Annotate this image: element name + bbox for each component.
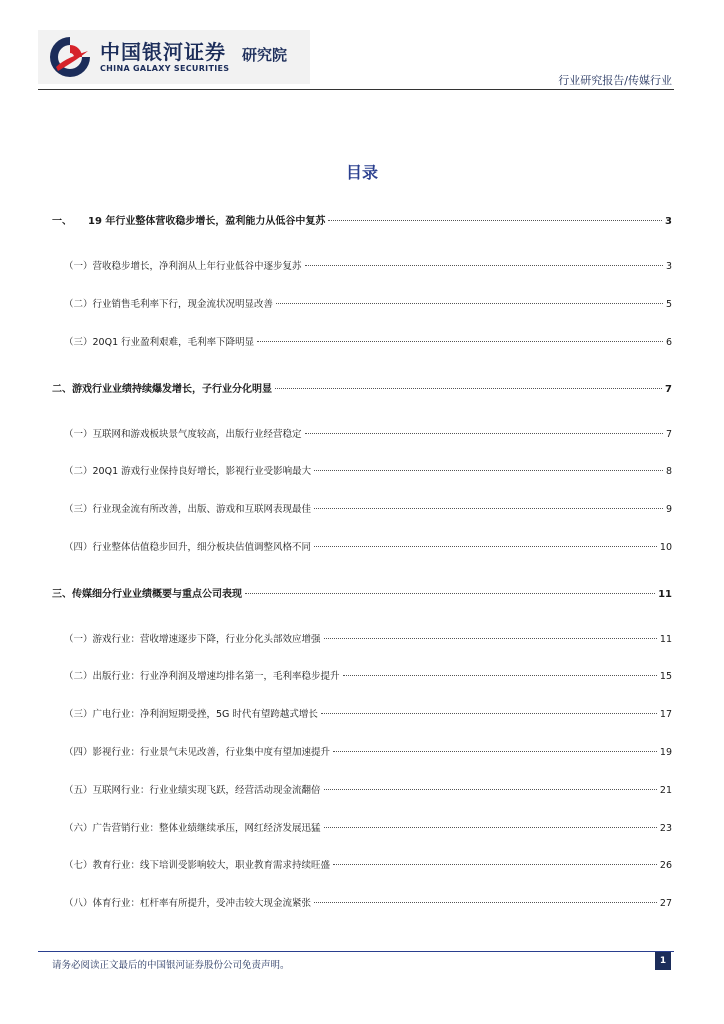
toc-subsection[interactable] (64, 463, 672, 477)
toc-subsection[interactable] (64, 296, 672, 310)
toc-entry-text: （四）影视行业：行业景气未见改善，行业集中度有望加速提升 (64, 747, 331, 758)
logo-chinese-name: 中国银河证券 (100, 40, 226, 64)
leader-dots (275, 388, 662, 389)
toc-entry-text: （二）出版行业：行业净利润及增速均排名第一，毛利率稳步提升 (64, 671, 340, 682)
leader-dots (314, 470, 663, 471)
toc-subsection[interactable] (64, 668, 672, 682)
toc-subsection[interactable] (64, 820, 672, 834)
toc-page-number: 3 (665, 216, 672, 227)
toc-page-number: 26 (659, 860, 672, 871)
toc-entry-text: （一）营收稳步增长，净利润从上年行业低谷中逐步复苏 (64, 261, 302, 272)
toc-page-number: 19 (659, 747, 672, 758)
leader-dots (314, 508, 663, 509)
toc-page-number: 9 (665, 504, 672, 515)
toc-subsection[interactable] (64, 744, 672, 758)
toc-section-number: 一、 (52, 216, 72, 227)
toc-entry-text: （六）广告营销行业：整体业绩继续承压，网红经济发展迅猛 (64, 823, 321, 834)
toc-page-number: 11 (659, 634, 672, 645)
toc-entry-text: 三、传媒细分行业业绩概要与重点公司表现 (52, 589, 242, 600)
toc-entry-text: 19 年行业整体营收稳步增长，盈利能力从低谷中复苏 (88, 216, 326, 227)
page-number-badge: 1 (655, 952, 671, 970)
toc-page-number: 7 (665, 384, 672, 395)
toc-subsection[interactable] (64, 782, 672, 796)
toc-page-number: 3 (665, 261, 672, 272)
toc-entry-text: （二）行业销售毛利率下行，现金流状况明显改善 (64, 299, 274, 310)
toc-page-number: 10 (659, 542, 672, 553)
logo-english-name: CHINA GALAXY SECURITIES (100, 64, 230, 73)
toc-page-number: 21 (659, 785, 672, 796)
toc-page-number: 5 (665, 299, 672, 310)
toc-page-number: 6 (665, 337, 672, 348)
leader-dots (321, 713, 657, 714)
leader-dots (305, 433, 663, 434)
leader-dots (276, 303, 663, 304)
company-logo (38, 30, 310, 84)
toc-page-number: 15 (659, 671, 672, 682)
toc-entry-text: （一）互联网和游戏板块景气度较高，出版行业经营稳定 (64, 429, 302, 440)
logo-institute: 研究院 (242, 46, 288, 64)
leader-dots (324, 638, 657, 639)
leader-dots (333, 864, 657, 865)
toc-entry-text: （一）游戏行业：营收增速逐步下降，行业分化头部效应增强 (64, 634, 321, 645)
leader-dots (314, 546, 657, 547)
toc-subsection[interactable] (64, 857, 672, 871)
toc-subsection[interactable] (64, 334, 672, 348)
toc-entry-text: （三）行业现金流有所改善，出版、游戏和互联网表现最佳 (64, 504, 312, 515)
toc-entry-text: （五）互联网行业：行业业绩实现飞跃，经营活动现金流翻倍 (64, 785, 321, 796)
leader-dots (333, 751, 657, 752)
toc-subsection[interactable] (64, 539, 672, 553)
toc-entry-text: （三）20Q1 行业盈利艰难，毛利率下降明显 (64, 337, 255, 348)
toc-page-number: 8 (665, 466, 672, 477)
toc-subsection[interactable] (64, 631, 672, 645)
toc-entry-text: （二）20Q1 游戏行业保持良好增长，影视行业受影响最大 (64, 466, 312, 477)
toc-subsection[interactable] (64, 501, 672, 515)
toc-title: 目录 (345, 163, 378, 182)
toc-subsection[interactable] (64, 706, 672, 720)
galaxy-swirl-logo-icon (46, 33, 94, 81)
toc-section-3[interactable] (52, 585, 672, 600)
leader-dots (343, 675, 657, 676)
toc-entry-text: （七）教育行业：线下培训受影响较大，职业教育需求持续旺盛 (64, 860, 331, 871)
toc-page-number: 17 (659, 709, 672, 720)
header-divider (38, 89, 674, 90)
leader-dots (314, 902, 657, 903)
toc-page-number: 27 (659, 898, 672, 909)
footer-disclaimer: 请务必阅读正文最后的中国银河证券股份公司免责声明。 (52, 960, 290, 971)
toc-subsection[interactable] (64, 426, 672, 440)
leader-dots (305, 265, 663, 266)
toc-entry-text: （八）体育行业：杠杆率有所提升，受冲击较大现金流紧张 (64, 898, 312, 909)
toc-subsection[interactable] (64, 895, 672, 909)
leader-dots (245, 593, 655, 594)
toc-entry-text: （四）行业整体估值稳步回升，细分板块估值调整风格不同 (64, 542, 312, 553)
leader-dots (324, 789, 657, 790)
toc-section-1[interactable] (52, 212, 672, 227)
footer-divider (38, 951, 674, 952)
toc-page-number: 7 (665, 429, 672, 440)
toc-page-number: 11 (658, 589, 672, 600)
toc-entry-text: 二、游戏行业业绩持续爆发增长，子行业分化明显 (52, 384, 272, 395)
toc-entry-text: （三）广电行业：净利润短期受挫，5G 时代有望跨越式增长 (64, 709, 318, 720)
toc-page-number: 23 (659, 823, 672, 834)
leader-dots (257, 341, 663, 342)
report-category: 行业研究报告/传媒行业 (558, 74, 672, 87)
leader-dots (328, 220, 662, 221)
toc-subsection[interactable] (64, 258, 672, 272)
leader-dots (324, 827, 657, 828)
toc-section-2[interactable] (52, 380, 672, 395)
